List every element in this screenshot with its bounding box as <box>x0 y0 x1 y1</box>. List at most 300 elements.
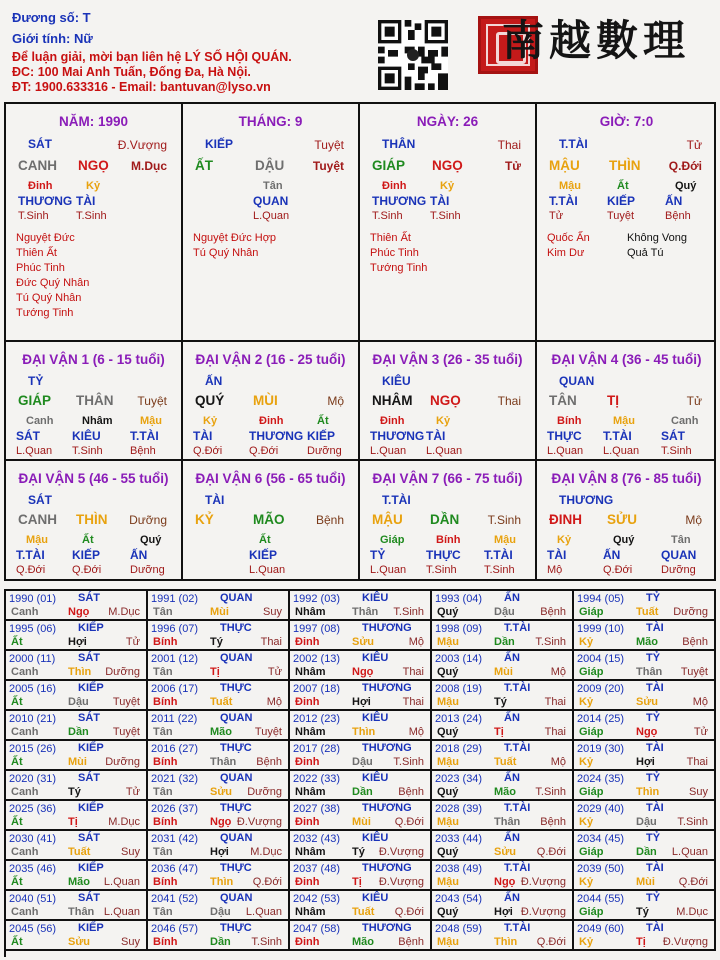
year-label: 1997 (08) <box>293 623 341 635</box>
address-text: ĐC: 100 Mai Anh Tuấn, Đống Đa, Hà Nội. <box>12 65 251 79</box>
year-chi: Hợi <box>494 906 513 918</box>
year-label: 2015 (26) <box>9 743 57 755</box>
year-god: QUAN <box>220 892 253 904</box>
special-star: Tú Quý Nhân <box>193 247 259 259</box>
hidden-stem: Ất <box>82 534 94 546</box>
year-can: Quý <box>437 906 459 918</box>
year-phase: Bệnh <box>540 606 566 618</box>
year-label: 1994 (05) <box>577 593 625 605</box>
year-can: Tân <box>153 906 173 918</box>
year-phase: Q.Đới <box>678 876 708 888</box>
year-phase: Thai <box>402 666 424 678</box>
hidden-phase: Q.Đới <box>249 445 279 457</box>
year-cell <box>148 741 290 771</box>
header <box>0 0 720 100</box>
hidden-god: TÀI <box>193 429 213 443</box>
year-chi: Tuất <box>494 756 517 768</box>
year-cell <box>290 681 432 711</box>
year-cell <box>432 861 574 891</box>
year-phase: Thai <box>402 696 424 708</box>
year-phase: Đ.Vượng <box>378 846 424 858</box>
year-label: 1999 (10) <box>577 623 625 635</box>
year-can: Kỷ <box>579 936 594 948</box>
year-god: THỰC <box>220 682 252 694</box>
hidden-phase: Q.Đới <box>16 564 46 576</box>
contact-text: ĐT: 1900.633316 - Email: bantuvan@lyso.vn <box>12 80 271 94</box>
year-cell <box>148 591 290 621</box>
year-label: 1996 (07) <box>151 623 199 635</box>
year-label: 2030 (41) <box>9 833 57 845</box>
year-god: KIÊU <box>362 772 389 784</box>
year-label: 2049 (60) <box>577 923 625 935</box>
year-label: 2022 (33) <box>293 773 341 785</box>
dai-van-cell <box>6 461 183 579</box>
dai-van-title: ĐẠI VẬN 2 (16 - 25 tuổi) <box>195 352 346 367</box>
year-chi: Mão <box>352 936 374 948</box>
year-chi: Mùi <box>68 756 87 768</box>
dai-van-can: CANH <box>18 512 57 527</box>
dai-van-chi: TỊ <box>607 393 619 408</box>
year-chi: Tuất <box>636 606 659 618</box>
year-god: SÁT <box>78 772 100 784</box>
year-can: Quý <box>437 786 459 798</box>
hidden-god: KIẾP <box>607 194 636 208</box>
year-label: 2013 (24) <box>435 713 483 725</box>
pillar-title: GIỜ: 7:0 <box>599 114 654 129</box>
dai-van-title: ĐẠI VẬN 5 (46 - 55 tuổi) <box>18 471 169 486</box>
year-cell <box>6 741 148 771</box>
year-god: T.TÀI <box>504 802 531 814</box>
year-cell <box>6 771 148 801</box>
year-god: QUAN <box>220 772 253 784</box>
year-god: TÀI <box>646 682 664 694</box>
year-chi: Dần <box>494 636 515 648</box>
year-label: 2002 (13) <box>293 653 341 665</box>
year-label: 2014 (25) <box>577 713 625 725</box>
dai-van-title: ĐẠI VẬN 3 (26 - 35 tuổi) <box>372 352 523 367</box>
year-phase: Mộ <box>266 696 282 708</box>
year-can: Bính <box>153 636 178 648</box>
year-god: ẤN <box>504 892 520 904</box>
hidden-stem: Mậu <box>140 415 162 427</box>
year-cell <box>432 681 574 711</box>
hidden-stem: Mậu <box>559 180 581 192</box>
dai-van-god: TÀI <box>205 493 225 507</box>
pillar-can: CANH <box>18 158 57 173</box>
year-phase: T.Sinh <box>393 606 424 618</box>
year-label: 1995 (06) <box>9 623 57 635</box>
year-phase: Đ.Vượng <box>236 816 282 828</box>
year-god: TỶ <box>646 772 661 784</box>
year-can: Bính <box>153 756 178 768</box>
year-phase: Tuyệt <box>112 696 140 708</box>
year-god: THƯƠNG <box>362 622 412 634</box>
year-cell <box>290 921 432 951</box>
year-can: Nhâm <box>295 786 326 798</box>
year-label: 2035 (46) <box>9 863 57 875</box>
year-chi: Thân <box>352 606 379 618</box>
year-god: TỶ <box>646 832 661 844</box>
year-can: Tân <box>153 726 173 738</box>
hidden-phase: T.Sinh <box>72 445 103 457</box>
pillar-star: Đ.Vượng <box>117 138 167 152</box>
year-phase: Suy <box>263 606 282 618</box>
year-cell <box>148 861 290 891</box>
year-phase: L.Quan <box>245 906 282 918</box>
year-cell <box>290 831 432 861</box>
dai-van-cell <box>360 342 537 461</box>
special-star: Tướng Tinh <box>370 262 428 274</box>
year-cell <box>148 801 290 831</box>
year-chi: Tý <box>68 786 81 798</box>
year-phase: Tử <box>267 666 282 678</box>
year-phase: Q.Đới <box>536 936 566 948</box>
year-cell <box>574 621 716 651</box>
year-god: KIẾP <box>78 682 104 694</box>
year-can: Bính <box>153 696 178 708</box>
year-can: Canh <box>11 786 39 798</box>
hidden-god: KIẾP <box>249 548 278 562</box>
year-phase: Bệnh <box>682 636 708 648</box>
year-phase: Bệnh <box>256 756 282 768</box>
year-god: T.TÀI <box>504 682 531 694</box>
year-cell <box>432 891 574 921</box>
year-cell <box>432 591 574 621</box>
year-god: SÁT <box>78 652 100 664</box>
year-can: Mậu <box>437 876 459 888</box>
year-god: SÁT <box>78 892 100 904</box>
year-can: Quý <box>437 666 459 678</box>
year-can: Canh <box>11 606 39 618</box>
dai-van-god: TỶ <box>28 374 44 388</box>
year-cell <box>6 801 148 831</box>
year-label: 2019 (30) <box>577 743 625 755</box>
year-chi: Hợi <box>636 756 655 768</box>
hidden-phase: T.Sinh <box>430 210 461 222</box>
year-phase: Suy <box>689 786 708 798</box>
year-god: THỰC <box>220 862 252 874</box>
year-god: TỶ <box>646 652 661 664</box>
hidden-phase: Dưỡng <box>661 564 696 576</box>
year-chi: Sửu <box>352 636 375 648</box>
year-chi: Dần <box>68 726 89 738</box>
year-label: 2028 (39) <box>435 803 483 815</box>
hidden-god: THƯƠNG <box>372 194 427 208</box>
year-can: Kỷ <box>579 756 594 768</box>
year-can: Kỷ <box>579 696 594 708</box>
dai-van-phase: Bệnh <box>315 513 344 527</box>
special-star: Đức Quý Nhân <box>16 277 90 289</box>
dai-van-can: NHÂM <box>372 393 413 408</box>
year-phase: Bệnh <box>540 816 566 828</box>
year-cell <box>290 771 432 801</box>
year-phase: Tuyệt <box>680 666 708 678</box>
dai-van-title: ĐẠI VẬN 7 (66 - 75 tuổi) <box>372 471 523 486</box>
year-can: Đinh <box>295 876 320 888</box>
year-god: THỰC <box>220 922 252 934</box>
pillar-cell <box>537 104 716 342</box>
dai-van-can: TÂN <box>549 393 577 408</box>
year-chi: Dậu <box>210 906 231 918</box>
hidden-stem: Ất <box>317 415 329 427</box>
year-cell <box>432 801 574 831</box>
year-god: ẤN <box>504 592 520 604</box>
year-can: Quý <box>437 846 459 858</box>
year-label: 2029 (40) <box>577 803 625 815</box>
year-god: ẤN <box>504 652 520 664</box>
year-cell <box>290 711 432 741</box>
year-label: 2039 (50) <box>577 863 625 875</box>
year-god: KIẾP <box>78 742 104 754</box>
hidden-phase: Tuyệt <box>607 210 635 222</box>
pillar-star: Tuyệt <box>314 138 344 152</box>
year-god: TÀI <box>646 802 664 814</box>
year-can: Ất <box>11 636 23 648</box>
pillar-phase: Tử <box>504 159 521 173</box>
hidden-stem: Tân <box>263 180 283 192</box>
hidden-phase: L.Quan <box>249 564 286 576</box>
dai-van-god: KIÊU <box>382 374 411 388</box>
hidden-phase: Dưỡng <box>130 564 165 576</box>
year-god: THƯƠNG <box>362 922 412 934</box>
year-can: Mậu <box>437 816 459 828</box>
dai-van-cell <box>183 342 360 461</box>
year-label: 2027 (38) <box>293 803 341 815</box>
hidden-god: THƯƠNG <box>370 429 425 443</box>
pillar-star: Tử <box>686 138 702 152</box>
dai-van-chi: DẦN <box>430 512 460 527</box>
year-phase: Q.Đới <box>394 906 424 918</box>
year-can: Kỷ <box>579 636 594 648</box>
year-can: Canh <box>11 846 39 858</box>
year-phase: T.Sinh <box>393 756 424 768</box>
year-phase: L.Quan <box>103 906 140 918</box>
dai-van-god: SÁT <box>28 493 52 507</box>
year-cell <box>148 921 290 951</box>
year-god: KIÊU <box>362 892 389 904</box>
dai-van-cell <box>537 342 716 461</box>
year-can: Đinh <box>295 936 320 948</box>
year-label: 2001 (12) <box>151 653 199 665</box>
year-god: QUAN <box>220 592 253 604</box>
year-chi: Ngọ <box>494 876 516 888</box>
year-label: 2011 (22) <box>151 713 198 725</box>
special-star: Phúc Tinh <box>16 262 65 274</box>
dai-van-god: ẤN <box>205 374 223 388</box>
year-label: 2009 (20) <box>577 683 625 695</box>
dai-van-cell <box>183 461 360 579</box>
hidden-god: SÁT <box>661 429 685 443</box>
year-phase: Dưỡng <box>247 786 282 798</box>
year-can: Kỷ <box>579 816 594 828</box>
dai-van-title: ĐẠI VẬN 8 (76 - 85 tuổi) <box>551 471 702 486</box>
year-chi: Mão <box>494 786 516 798</box>
year-cell <box>574 771 716 801</box>
dai-van-cell <box>537 461 716 579</box>
year-label: 2032 (43) <box>293 833 341 845</box>
hidden-god: TÀI <box>426 429 446 443</box>
year-can: Giáp <box>579 906 604 918</box>
year-label: 2033 (44) <box>435 833 483 845</box>
hidden-phase: Q.Đới <box>603 564 633 576</box>
year-label: 2023 (34) <box>435 773 483 785</box>
hidden-stem: Kỷ <box>436 415 451 427</box>
year-cell <box>148 831 290 861</box>
year-label: 2046 (57) <box>151 923 199 935</box>
year-chi: Tị <box>636 936 646 948</box>
year-label: 2017 (28) <box>293 743 341 755</box>
year-cell <box>574 891 716 921</box>
dai-van-can: KỶ <box>195 512 214 527</box>
year-label: 2024 (35) <box>577 773 625 785</box>
year-phase: Dưỡng <box>105 756 140 768</box>
hidden-stem: Mậu <box>26 534 48 546</box>
year-chi: Mùi <box>494 666 513 678</box>
pillar-god: SÁT <box>28 137 52 151</box>
year-label: 2031 (42) <box>151 833 199 845</box>
year-cell <box>290 741 432 771</box>
hidden-phase: T.Sinh <box>372 210 403 222</box>
year-chi: Dậu <box>494 606 515 618</box>
hidden-stem: Đinh <box>382 180 407 192</box>
year-phase: Dưỡng <box>105 666 140 678</box>
year-chi: Mão <box>68 876 90 888</box>
year-phase: Tử <box>125 786 140 798</box>
year-chi: Tuất <box>352 906 375 918</box>
year-phase: T.Sinh <box>535 636 566 648</box>
year-god: QUAN <box>220 652 253 664</box>
year-can: Bính <box>153 936 178 948</box>
hidden-god: KIẾP <box>307 429 336 443</box>
year-label: 1990 (01) <box>9 593 57 605</box>
dai-van-chi: NGỌ <box>430 393 461 408</box>
year-chi: Dậu <box>352 756 373 768</box>
hidden-phase: T.Sinh <box>426 564 457 576</box>
year-cell <box>148 621 290 651</box>
special-star: Không Vong <box>627 232 687 244</box>
year-chi: Mùi <box>210 606 229 618</box>
year-cell <box>6 651 148 681</box>
year-label: 2042 (53) <box>293 893 341 905</box>
year-god: KIÊU <box>362 652 389 664</box>
hidden-god: T.TÀI <box>130 429 159 443</box>
year-phase: Đ.Vượng <box>520 876 566 888</box>
pillar-chi: THÌN <box>609 158 641 173</box>
hidden-god: KIÊU <box>72 429 101 443</box>
hidden-stem: Ất <box>259 534 271 546</box>
year-can: Mậu <box>437 756 459 768</box>
year-god: THƯƠNG <box>362 802 412 814</box>
year-chi: Dần <box>636 846 657 858</box>
year-phase: Mộ <box>692 696 708 708</box>
hidden-god: THỰC <box>547 429 582 443</box>
year-god: T.TÀI <box>504 622 531 634</box>
year-cell <box>574 861 716 891</box>
hidden-phase: T.Sinh <box>661 445 692 457</box>
year-can: Tân <box>153 606 173 618</box>
year-can: Mậu <box>437 636 459 648</box>
year-can: Ất <box>11 876 23 888</box>
year-phase: Suy <box>121 846 140 858</box>
year-god: ẤN <box>504 832 520 844</box>
hidden-god: QUAN <box>661 548 697 562</box>
year-god: TÀI <box>646 862 664 874</box>
year-chi: Hợi <box>352 696 371 708</box>
hidden-phase: L.Quan <box>16 445 53 457</box>
year-label: 2020 (31) <box>9 773 57 785</box>
year-god: SÁT <box>78 832 100 844</box>
dai-van-cell <box>360 461 537 579</box>
hidden-god: TÀI <box>547 548 567 562</box>
year-label: 2016 (27) <box>151 743 199 755</box>
year-label: 2003 (14) <box>435 653 483 665</box>
hidden-god: T.TÀI <box>484 548 513 562</box>
year-chi: Thân <box>68 906 95 918</box>
year-phase: Q.Đới <box>536 846 566 858</box>
hidden-stem: Quý <box>675 180 697 192</box>
owner-name: Đương số: T <box>12 10 91 25</box>
year-chi: Dần <box>210 936 231 948</box>
hidden-phase: Bệnh <box>130 445 156 457</box>
special-star: Thiên Ất <box>370 232 411 244</box>
hidden-god: QUAN <box>253 194 289 208</box>
year-label: 1992 (03) <box>293 593 341 605</box>
year-god: KIẾP <box>78 802 104 814</box>
year-cell <box>290 861 432 891</box>
year-can: Nhâm <box>295 666 326 678</box>
hidden-god: TÀI <box>76 194 96 208</box>
dai-van-god: THƯƠNG <box>559 493 614 507</box>
year-cell <box>6 621 148 651</box>
year-can: Tân <box>153 666 173 678</box>
year-chi: Sửu <box>494 846 517 858</box>
year-can: Giáp <box>579 606 604 618</box>
owner-sex: Giới tính: Nữ <box>12 31 93 46</box>
year-label: 2041 (52) <box>151 893 199 905</box>
dai-van-title: ĐẠI VẬN 4 (36 - 45 tuổi) <box>551 352 702 367</box>
year-god: TỶ <box>646 592 661 604</box>
year-chi: Sửu <box>636 696 659 708</box>
dai-van-phase: Mộ <box>327 394 344 408</box>
year-label: 1991 (02) <box>151 593 199 605</box>
year-god: T.TÀI <box>504 922 531 934</box>
year-god: T.TÀI <box>504 742 531 754</box>
year-god: THƯƠNG <box>362 682 412 694</box>
hidden-phase: Bệnh <box>665 210 691 222</box>
year-cell <box>290 891 432 921</box>
year-god: TỶ <box>646 712 661 724</box>
year-label: 2047 (58) <box>293 923 341 935</box>
year-phase: Dưỡng <box>673 606 708 618</box>
year-god: SÁT <box>78 592 100 604</box>
year-cell <box>432 651 574 681</box>
year-phase: Tuyệt <box>112 726 140 738</box>
hidden-stem: Mậu <box>613 415 635 427</box>
hidden-stem: Giáp <box>380 534 405 546</box>
qr-code-icon[interactable] <box>378 20 448 90</box>
year-phase: T.Sinh <box>535 786 566 798</box>
pillar-title: NGÀY: 26 <box>416 114 479 129</box>
year-can: Ất <box>11 756 23 768</box>
year-cell <box>6 591 148 621</box>
special-star: Nguyệt Đức <box>16 232 75 244</box>
year-cell <box>290 621 432 651</box>
pillar-god: T.TÀI <box>559 137 588 151</box>
year-label: 2036 (47) <box>151 863 199 875</box>
year-chi: Ngọ <box>636 726 658 738</box>
year-can: Mậu <box>437 936 459 948</box>
year-phase: L.Quan <box>671 846 708 858</box>
